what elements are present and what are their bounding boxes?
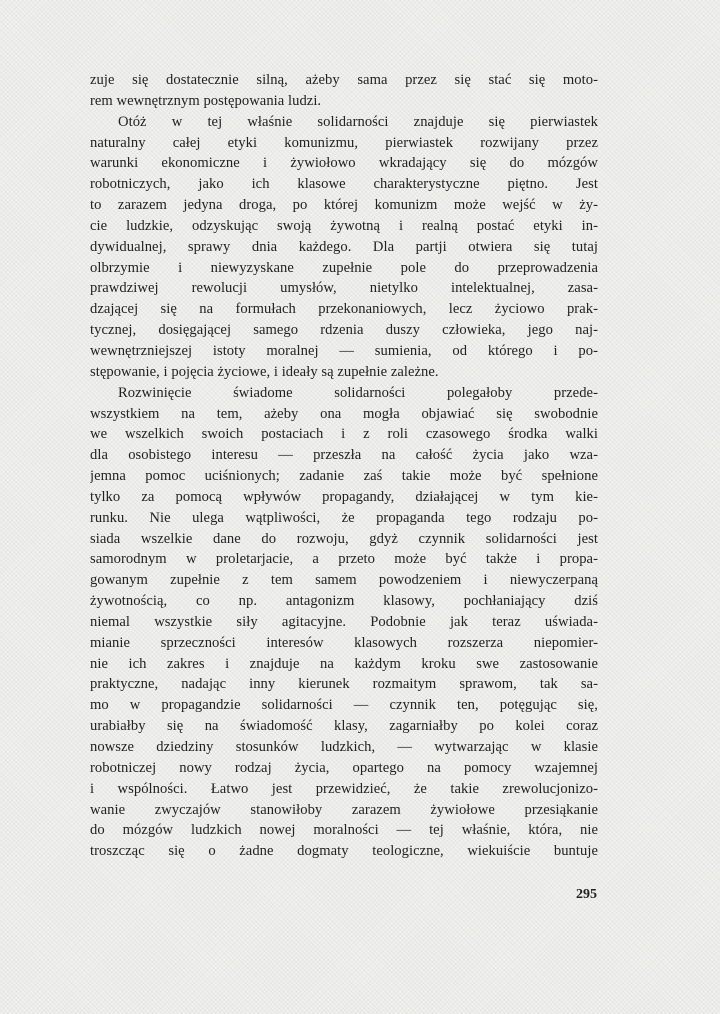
text-line: do mózgów ludzkich nowej moralności — tej właśnie, która, nie bbox=[90, 822, 598, 839]
text-line: wszystkiem na tem, ażeby ona mogła objawiać się swobodnie bbox=[90, 405, 598, 422]
text-line: wanie zwyczajów stanowiłoby zarazem żywiołowe przesiąkanie bbox=[90, 801, 598, 818]
text-line: i wspólności. Łatwo jest przewidzieć, że takie zrewolucjonizo- bbox=[90, 780, 598, 797]
text-line: dywidualnej, sprawy dnia każdego. Dla partji otwiera się tutaj bbox=[90, 238, 598, 255]
text-line: olbrzymie i niewyzyskane zupełnie pole do przeprowadzenia bbox=[90, 259, 598, 276]
text-line: tylko za pomocą wpływów propagandy, działającej w tym kie- bbox=[90, 488, 598, 505]
text-line: troszcząc się o żadne dogmaty teologiczne, wiekuiście buntuje bbox=[90, 843, 598, 860]
text-line: zuje się dostatecznie silną, ażeby sama przez się stać się moto- bbox=[90, 72, 598, 88]
text-line: robotniczych, jako ich klasowe charakterystyczne piętno. Jest bbox=[90, 176, 598, 193]
text-line: we wszelkich swoich postaciach i z roli czasowego środka walki bbox=[90, 426, 598, 443]
text-line: gowanym zupełnie z tem samem powodzeniem i niewyczerpaną bbox=[90, 572, 598, 589]
text-line: praktyczne, nadając inny kierunek rozmaitym sprawom, tak sa- bbox=[90, 676, 598, 693]
text-line: nowsze dziedziny stosunków ludzkich, — wytwarzając w klasie bbox=[90, 739, 598, 755]
text-line: to zarazem jedyna droga, po której komunizm może wejść w ży- bbox=[90, 197, 598, 214]
text-line: niemal wszystkie siły agitacyjne. Podobnie jak teraz uświada- bbox=[90, 613, 598, 630]
text-line: tycznej, dosięgającej samego rdzenia duszy człowieka, jego naj- bbox=[90, 322, 598, 339]
text-line: Rozwinięcie świadome solidarności polegałoby przede- bbox=[118, 384, 598, 401]
text-line: cie ludzkie, odzyskując swoją żywotną i realną postać etyki in- bbox=[90, 217, 598, 234]
text-line: samorodnym w proletarjacie, a przeto może być także i propa- bbox=[90, 551, 598, 568]
text-line: runku. Nie ulega wątpliwości, że propaganda tego rodzaju po- bbox=[90, 509, 598, 526]
text-line: stępowanie, i pojęcia życiowe, i ideały są zupełnie zależne. bbox=[90, 363, 439, 380]
body-text bbox=[90, 70, 598, 862]
text-line: robotniczej nowy rodzaj życia, opartego na pomocy wzajemnej bbox=[90, 759, 598, 776]
text-line: Otóż w tej właśnie solidarności znajduje się pierwiastek bbox=[118, 113, 598, 130]
text-line: żywotnością, co np. antagonizm klasowy, pochłaniający dziś bbox=[90, 593, 598, 610]
text-line: wewnętrzniejszej istoty moralnej — sumienia, od którego i po- bbox=[90, 342, 598, 359]
page-number: 295 bbox=[576, 887, 597, 902]
text-line: rem wewnętrznym postępowania ludzi. bbox=[90, 92, 322, 109]
text-line: nie ich zakres i znajduje na każdym kroku swe zastosowanie bbox=[90, 655, 598, 672]
text-line: prawdziwej rewolucji umysłów, nietylko intelektualnej, zasa- bbox=[90, 280, 598, 297]
text-line: dzającej się na formułach przekonaniowych, lecz życiowo prak- bbox=[90, 301, 598, 318]
text-line: jemna pomoc uciśnionych; zadanie zaś takie może być spełnione bbox=[90, 468, 598, 485]
text-line: mianie sprzeczności interesów klasowych rozszerza niepomier- bbox=[90, 634, 598, 651]
text-line: siada wszelkie dane do rozwoju, gdyż czynnik solidarności jest bbox=[90, 530, 598, 547]
text-line: mo w propagandzie solidarności — czynnik ten, potęgując się, bbox=[90, 697, 598, 714]
text-line: warunki ekonomiczne i żywiołowo wkradający się do mózgów bbox=[90, 155, 598, 172]
text-line: dla osobistego interesu — przeszła na całość życia jako wza- bbox=[90, 447, 598, 464]
text-line: urabiałby się na świadomość klasy, zagarniałby po kolei coraz bbox=[90, 718, 598, 735]
text-line: naturalny całej etyki komunizmu, pierwiastek rozwijany przez bbox=[90, 134, 598, 151]
